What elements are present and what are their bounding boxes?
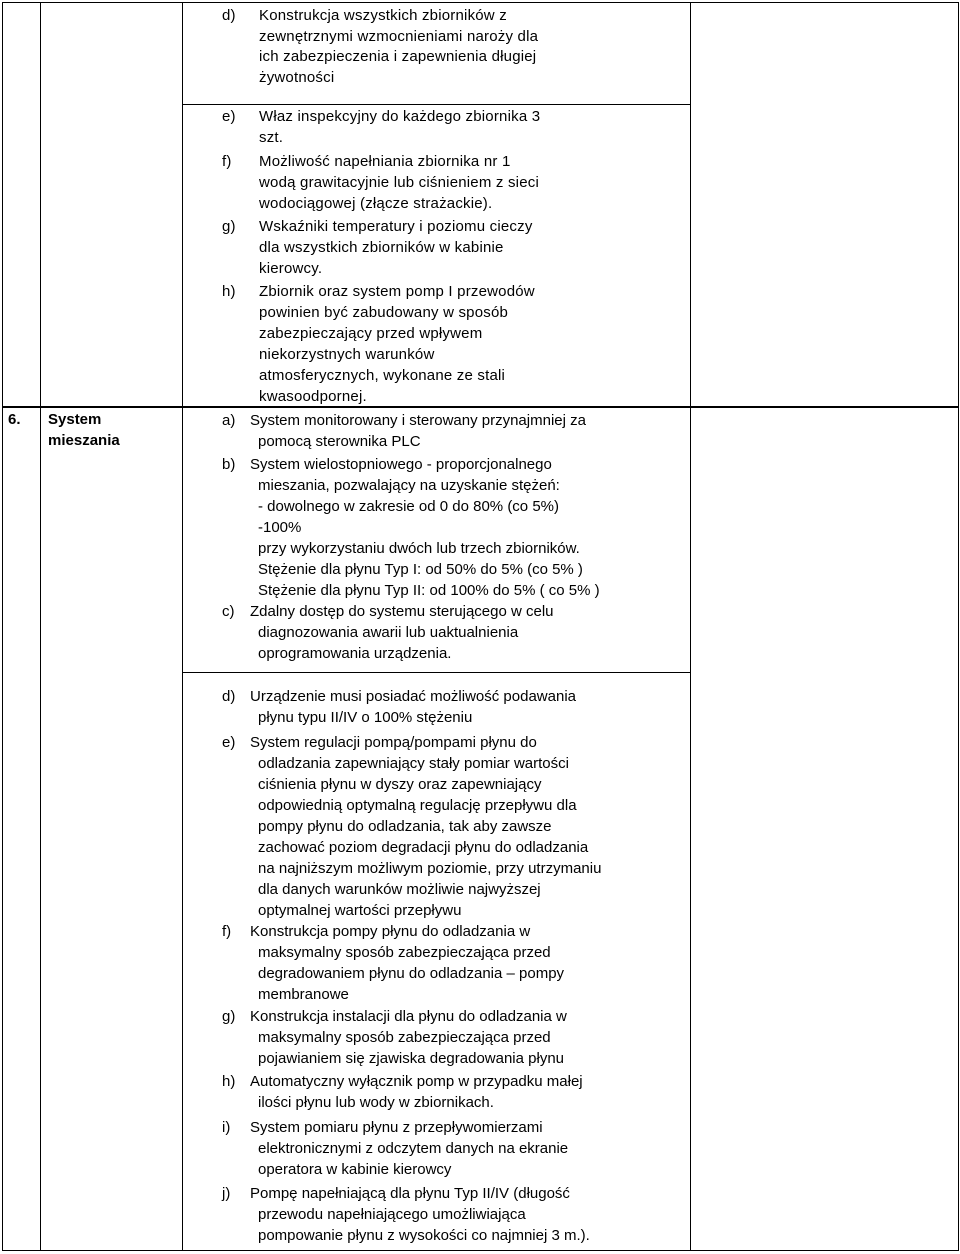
list-item-line: Zbiornik oraz system pomp I przewodów (259, 283, 535, 300)
list-item-line: diagnozowania awarii lub uaktualnienia (258, 624, 519, 641)
list-item-line: - dowolnego w zakresie od 0 do 80% (co 5%) (258, 498, 559, 515)
list-item-letter: f) (222, 923, 232, 940)
list-item-line: elektronicznymi z odczytem danych na ekranie (258, 1140, 569, 1157)
list-item-line: dla wszystkich zbiorników w kabinie (259, 239, 504, 256)
list-item-line: przewodu napełniającego umożliwiająca (258, 1206, 526, 1223)
list-item-line: powinien być zabudowany w sposób (259, 304, 509, 321)
list-item-line: Konstrukcja instalacji dla płynu do odladzania w (250, 1008, 567, 1025)
list-item-line: membranowe (258, 986, 349, 1003)
list-item-line: atmosferycznych, wykonane ze stali (259, 367, 506, 384)
list-item-line: ciśnienia płynu w dyszy oraz zapewniający (258, 776, 542, 793)
list-item-letter: g) (222, 1008, 236, 1025)
list-item-line: odpowiednią optymalną regulację przepływu dla (258, 797, 577, 814)
list-item-line: Wskaźniki temperatury i poziomu cieczy (259, 218, 533, 235)
list-item-line: Automatyczny wyłącznik pomp w przypadku małej (250, 1073, 583, 1090)
list-item-line: degradowaniem płynu do odladzania – pompy (258, 965, 565, 982)
list-item-line: Pompę napełniającą dla płynu Typ II/IV (długość (250, 1185, 570, 1202)
list-item-line: -100% (258, 519, 302, 536)
list-item-line: kwasoodpornej. (259, 388, 367, 405)
list-item-line: maksymalny sposób zabezpieczająca przed (258, 1029, 551, 1046)
list-item-line: mieszania, pozwalający na uzyskanie stężeń: (258, 477, 560, 494)
list-item-letter: a) (222, 412, 236, 429)
list-item-line: pomocą sterownika PLC (258, 433, 421, 450)
list-item-line: wodą grawitacyjnie lub ciśnieniem z sieci (259, 174, 539, 191)
section-number: 6. (8, 411, 21, 428)
list-item-line: kierowcy. (259, 260, 323, 277)
list-item-line: oprogramowania urządzenia. (258, 645, 452, 662)
list-item-line: żywotności (259, 69, 335, 86)
list-item-line: zabezpieczający przed wpływem (259, 325, 483, 342)
list-item-line: zewnętrznymi wzmocnieniami naroży dla (259, 28, 539, 45)
list-item-line: pojawianiem się zjawiska degradowania płynu (258, 1050, 565, 1067)
list-item-line: niekorzystnych warunków (259, 346, 435, 363)
list-item-letter: e) (222, 108, 236, 125)
list-item-line: maksymalny sposób zabezpieczająca przed (258, 944, 551, 961)
list-item-line: ilości płynu lub wody w zbiornikach. (258, 1094, 494, 1111)
list-item-letter: j) (222, 1185, 231, 1202)
list-item-letter: d) (222, 688, 236, 705)
list-item-line: Zdalny dostęp do systemu sterującego w celu (250, 603, 554, 620)
section-title-line2: mieszania (48, 432, 120, 449)
list-item-letter: i) (222, 1119, 231, 1136)
list-item-letter: e) (222, 734, 236, 751)
list-item-line: operatora w kabinie kierowcy (258, 1161, 452, 1178)
list-item-line: pompowanie płynu z wysokości co najmniej 3 m.). (258, 1227, 590, 1244)
list-item-line: Stężenie dla płynu Typ II: od 100% do 5% ( co 5% ) (258, 582, 600, 599)
list-item-line: System wielostopniowego - proporcjonalnego (250, 456, 552, 473)
list-item-line: Konstrukcja wszystkich zbiorników z (259, 7, 507, 24)
list-item-letter: b) (222, 456, 236, 473)
list-item-line: szt. (259, 129, 284, 146)
list-item-letter: d) (222, 7, 236, 24)
list-item-line: Konstrukcja pompy płynu do odladzania w (250, 923, 531, 940)
list-item-letter: h) (222, 1073, 236, 1090)
list-item-letter: g) (222, 218, 236, 235)
list-item-line: pompy płynu do odladzania, tak aby zawsze (258, 818, 552, 835)
section-title-line1: System (48, 411, 102, 428)
list-item-line: zachować poziom degradacji płynu do odladzania (258, 839, 589, 856)
list-item-line: optymalnej wartości przepływu (258, 902, 462, 919)
list-item-line: System monitorowany i sterowany przynajmniej za (250, 412, 586, 429)
list-item-line: odladzania zapewniający stały pomiar wartości (258, 755, 569, 772)
list-item-line: System regulacji pompą/pompami płynu do (250, 734, 537, 751)
list-item-line: dla danych warunków możliwie najwyższej (258, 881, 541, 898)
list-item-line: przy wykorzystaniu dwóch lub trzech zbiorników. (258, 540, 580, 557)
list-item-line: Stężenie dla płynu Typ I: od 50% do 5% (co 5% ) (258, 561, 583, 578)
list-item-letter: f) (222, 153, 232, 170)
list-item-line: na najniższym możliwym poziomie, przy utrzymaniu (258, 860, 602, 877)
list-item-line: Możliwość napełniania zbiornika nr 1 (259, 153, 511, 170)
list-item-line: płynu typu II/IV o 100% stężeniu (258, 709, 473, 726)
list-item-line: wodociągowej (złącze strażackie). (259, 195, 493, 212)
list-item-line: Urządzenie musi posiadać możliwość podawania (250, 688, 576, 705)
list-item-letter: h) (222, 283, 236, 300)
list-item-line: Właz inspekcyjny do każdego zbiornika 3 (259, 108, 541, 125)
list-item-line: ich zabezpieczenia i zapewnienia długiej (259, 48, 537, 65)
list-item-letter: c) (222, 603, 235, 620)
list-item-line: System pomiaru płynu z przepływomierzami (250, 1119, 543, 1136)
